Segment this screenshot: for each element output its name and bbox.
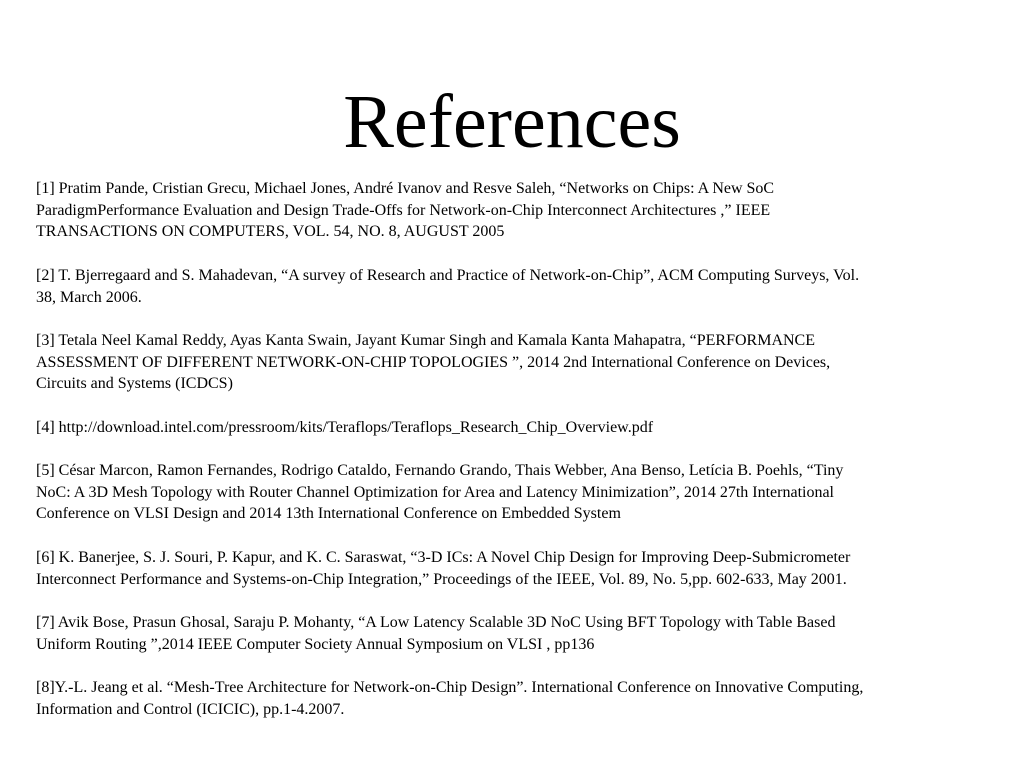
reference-line: 38, March 2006. <box>36 288 142 306</box>
reference-item-7 <box>36 612 996 655</box>
reference-line: [5] César Marcon, Ramon Fernandes, Rodrigo Cataldo, Fernando Grando, Thais Webber, Ana Benso, Letícia B. Poehls, “Tiny <box>36 462 844 480</box>
reference-line: [2] T. Bjerregaard and S. Mahadevan, “A survey of Research and Practice of Network-on-Chip”, ACM Computing Surveys, Vol. <box>36 266 860 284</box>
reference-line: [3] Tetala Neel Kamal Reddy, Ayas Kanta Swain, Jayant Kumar Singh and Kamala Kanta Mahapatra, “PERFORMANCE <box>36 331 815 349</box>
reference-line: [1] Pratim Pande, Cristian Grecu, Michael Jones, André Ivanov and Resve Saleh, “Networks on Chips: A New SoC <box>36 180 775 197</box>
reference-line: [7] Avik Bose, Prasun Ghosal, Saraju P. Mohanty, “A Low Latency Scalable 3D NoC Using BFT Topology with Table Based <box>36 613 836 631</box>
reference-item-8 <box>36 677 996 720</box>
reference-line: ASSESSMENT OF DIFFERENT NETWORK-ON-CHIP TOPOLOGIES ”, 2014 2nd International Conference on Devices, <box>36 353 831 371</box>
reference-line: Information and Control (ICICIC), pp.1-4.2007. <box>36 700 345 718</box>
reference-line: ParadigmPerformance Evaluation and Design Trade-Offs for Network-on-Chip Interconnect Architectures ,” IEEE <box>36 201 771 219</box>
page-title: References <box>343 80 681 164</box>
reference-item-1 <box>36 178 996 243</box>
reference-line: NoC: A 3D Mesh Topology with Router Channel Optimization for Area and Latency Minimization”, 2014 27th International <box>36 483 834 501</box>
reference-line: Circuits and Systems (ICDCS) <box>36 375 233 393</box>
reference-line: [6] K. Banerjee, S. J. Souri, P. Kapur, and K. C. Saraswat, “3-D ICs: A Novel Chip Design for Improving Deep-Submicrometer <box>36 548 851 566</box>
reference-item-5 <box>36 460 996 525</box>
reference-list <box>36 178 996 742</box>
reference-line: Uniform Routing ”,2014 IEEE Computer Society Annual Symposium on VLSI , pp136 <box>36 635 595 653</box>
reference-item-6 <box>36 547 996 590</box>
reference-item-3 <box>36 330 996 395</box>
reference-item-2 <box>36 265 996 308</box>
reference-line: TRANSACTIONS ON COMPUTERS, VOL. 54, NO. 8, AUGUST 2005 <box>36 223 505 241</box>
reference-line: [8]Y.-L. Jeang et al. “Mesh-Tree Architecture for Network-on-Chip Design”. International Conference on Innovative Computing, <box>36 679 864 697</box>
reference-line: [4] http://download.intel.com/pressroom/kits/Teraflops/Teraflops_Research_Chip_Overview.pdf <box>36 418 654 436</box>
reference-line: Interconnect Performance and Systems-on-Chip Integration,” Proceedings of the IEEE, Vol. 89, No. 5,pp. 602-633, May 2001. <box>36 570 847 588</box>
reference-line: Conference on VLSI Design and 2014 13th International Conference on Embedded System <box>36 505 621 523</box>
reference-item-4 <box>36 417 996 439</box>
